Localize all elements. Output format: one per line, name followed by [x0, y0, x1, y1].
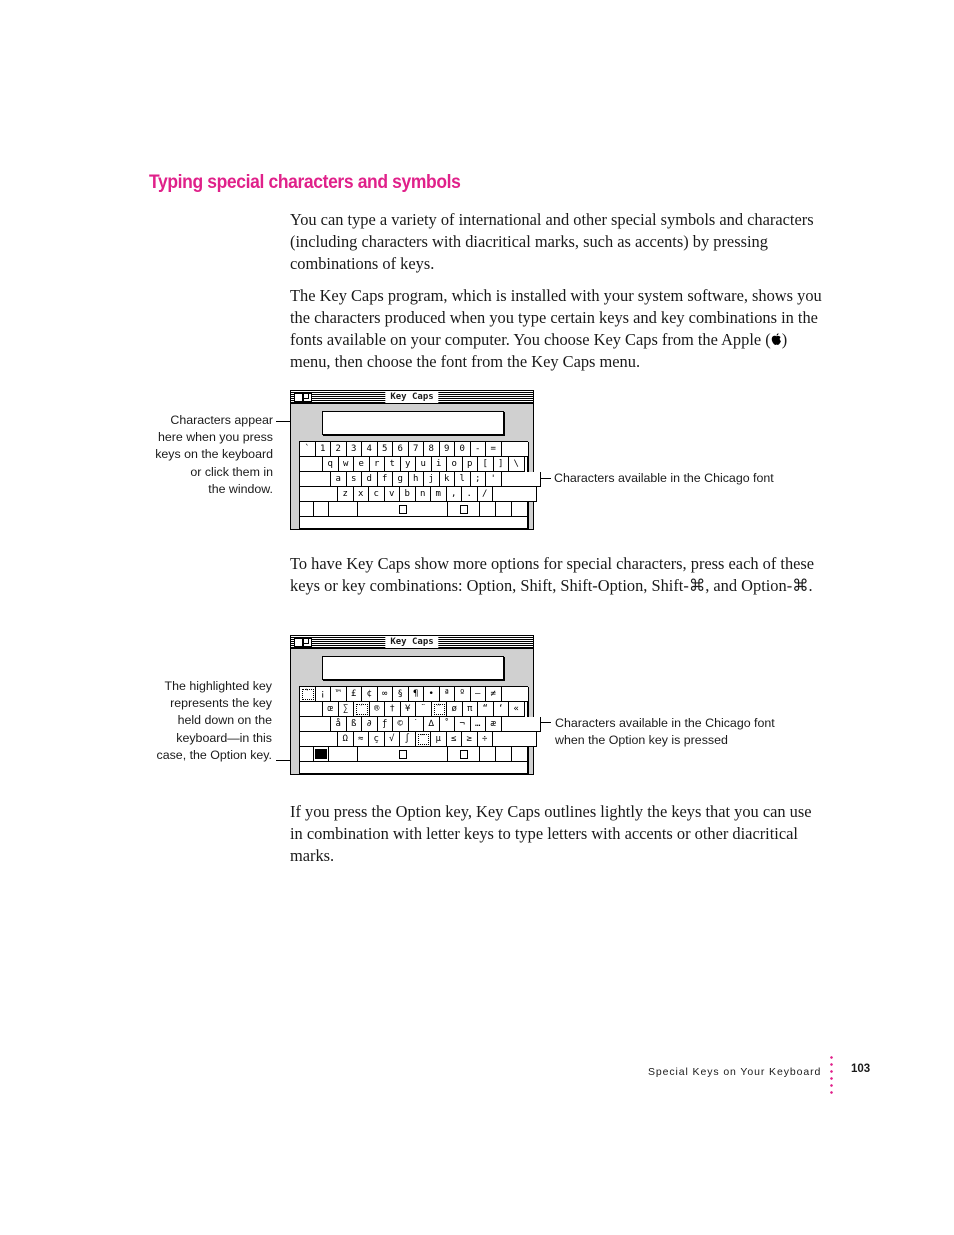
window-title: Key Caps — [385, 391, 438, 403]
callout-line: here when you press — [157, 430, 273, 445]
footer-dot-divider — [830, 1054, 833, 1094]
zoom-box-icon[interactable] — [303, 393, 312, 402]
keyboard-key[interactable]: y — [401, 457, 417, 472]
keyboard-key[interactable]: g — [393, 472, 409, 487]
keyboard-key[interactable]: / — [478, 487, 494, 502]
option-key[interactable] — [314, 747, 329, 762]
keyboard-key[interactable]: … — [471, 717, 487, 732]
keyboard-key[interactable]: ∞ — [378, 687, 394, 702]
figure2-left-callout — [130, 678, 272, 764]
keyboard-key[interactable]: ˙ — [409, 717, 425, 732]
keyboard-key[interactable]: ¶ — [409, 687, 425, 702]
keyboard-key[interactable]: x — [354, 487, 370, 502]
keyboard-key[interactable]: ÷ — [478, 732, 494, 747]
keyboard-key[interactable]: æ — [486, 717, 502, 732]
arrow-key[interactable] — [496, 502, 512, 517]
keyboard-key[interactable]: œ — [323, 702, 339, 717]
window-title-bar[interactable] — [291, 391, 533, 404]
keyboard-key[interactable]: v — [385, 487, 401, 502]
keyboard-key[interactable]: \ — [509, 457, 525, 472]
keyboard-key[interactable]: k — [440, 472, 456, 487]
keyboard-key[interactable]: . — [462, 487, 478, 502]
keyboard-layout — [299, 686, 528, 774]
keyboard-key[interactable]: ¢ — [362, 687, 378, 702]
window-body — [291, 404, 533, 529]
caps-key[interactable] — [300, 747, 314, 762]
keyboard-key[interactable]: ≠ — [486, 687, 502, 702]
keyboard-key[interactable]: f — [378, 472, 394, 487]
callout-line: The highlighted key — [164, 679, 272, 693]
keyboard-key[interactable]: i — [432, 457, 448, 472]
keyboard-key[interactable]: ∑ — [339, 702, 355, 717]
keyboard-row — [300, 442, 529, 457]
closing-paragraph: If you press the Option key, Key Caps outlines lightly the keys that you can use in combination with letter keys to type letters with accents or other diacritical marks. — [290, 802, 812, 865]
delete-key[interactable] — [502, 442, 529, 457]
keyboard-key[interactable]: ≈ — [354, 732, 370, 747]
keyboard-row — [300, 472, 541, 487]
zoom-box-icon[interactable] — [303, 638, 312, 647]
square-glyph-icon — [399, 505, 407, 514]
keyboard-key[interactable]: ß — [347, 717, 363, 732]
keyboard-key[interactable]: 3 — [347, 442, 363, 457]
running-footer: Special Keys on Your Keyboard — [648, 1066, 822, 1078]
callout-line: the window. — [208, 481, 273, 496]
keyboard-key[interactable]: ª — [440, 687, 456, 702]
keyboard-key[interactable]: 7 — [409, 442, 425, 457]
keyboard-key[interactable]: ∂ — [362, 717, 378, 732]
keyboard-key[interactable]: = — [486, 442, 502, 457]
keyboard-key[interactable]: z — [338, 487, 354, 502]
square-glyph-icon — [460, 750, 468, 759]
arrow-key[interactable] — [496, 747, 512, 762]
keyboard-row — [300, 687, 529, 702]
keyboard-key[interactable]: 4 — [362, 442, 378, 457]
close-box-icon[interactable] — [294, 393, 303, 402]
tab-key[interactable] — [300, 457, 323, 472]
callout-line: represents the key — [170, 696, 272, 711]
close-box-icon[interactable] — [294, 638, 303, 647]
arrow-key[interactable] — [480, 747, 496, 762]
keyboard-row — [300, 732, 537, 747]
keyboard-key[interactable]: µ — [431, 732, 447, 747]
arrow-key[interactable] — [480, 502, 496, 517]
keyboard-key[interactable]: † — [385, 702, 401, 717]
keyboard-key[interactable]: u — [416, 457, 432, 472]
callout-line: when the Option key is pressed — [555, 733, 728, 748]
keyboard-row — [300, 717, 541, 732]
callout-line: keyboard—in this — [176, 730, 272, 745]
keyboard-key[interactable]: ´ — [354, 702, 370, 717]
keyboard-key[interactable]: w — [339, 457, 355, 472]
keyboard-row — [300, 487, 537, 502]
keyboard-key[interactable]: n — [416, 487, 432, 502]
intro-paragraph: You can type a variety of international and other special symbols and characters (including characters with diacritical marks, such as accents) by pressing combinations of keys. — [290, 210, 814, 273]
return-key[interactable] — [502, 472, 541, 487]
keyboard-key[interactable]: e — [354, 457, 370, 472]
keyboard-key[interactable]: m — [431, 487, 447, 502]
keyboard-key[interactable]: ` — [300, 687, 316, 702]
keyboard-key[interactable]: © — [393, 717, 409, 732]
enter-key[interactable] — [448, 747, 480, 762]
keyboard-row — [300, 502, 528, 517]
keyboard-key[interactable]: ˆ — [432, 702, 448, 717]
keyboard-key[interactable]: b — [400, 487, 416, 502]
callout-line: held down on the — [177, 713, 272, 728]
keyboard-key[interactable]: ∆ — [424, 717, 440, 732]
keyboard-key[interactable]: “ — [478, 702, 494, 717]
keyboard-key[interactable]: ‘ — [494, 702, 510, 717]
keyboard-key[interactable]: ∫ — [400, 732, 416, 747]
keyboard-key[interactable]: ¬ — [455, 717, 471, 732]
window-body — [291, 649, 533, 774]
keyboard-key[interactable]: - — [471, 442, 487, 457]
keyboard-key[interactable]: h — [409, 472, 425, 487]
keyboard-key[interactable]: π — [463, 702, 479, 717]
character-display-field[interactable] — [322, 656, 504, 680]
keyboard-key[interactable]: ™ — [331, 687, 347, 702]
callout-line: or click them in — [190, 464, 273, 479]
caps-lock-key[interactable] — [300, 472, 331, 487]
section-heading: Typing special characters and symbols — [149, 172, 461, 193]
keyboard-key[interactable]: 5 — [378, 442, 394, 457]
option-key[interactable] — [314, 502, 329, 517]
callout-line: keys on the keyboard — [155, 447, 273, 462]
keyboard-key[interactable]: 0 — [455, 442, 471, 457]
tab-key[interactable] — [300, 702, 323, 717]
keyboard-key[interactable]: ¨ — [416, 702, 432, 717]
keyboard-key[interactable]: • — [424, 687, 440, 702]
page-number: 103 — [851, 1063, 871, 1075]
square-glyph-icon — [399, 750, 407, 759]
keyboard-key[interactable]: º — [455, 687, 471, 702]
keyboard-key[interactable]: « — [509, 702, 525, 717]
keyboard-key[interactable]: ˚ — [440, 717, 456, 732]
space-bar[interactable] — [358, 502, 448, 517]
return-key[interactable] — [502, 717, 541, 732]
keyboard-key[interactable]: r — [370, 457, 386, 472]
keyboard-key[interactable]: Ω — [338, 732, 354, 747]
callout-line: Characters available in the Chicago font — [555, 716, 775, 730]
keyboard-key[interactable]: [ — [478, 457, 494, 472]
keyboard-row — [300, 747, 528, 762]
keyboard-key[interactable]: d — [362, 472, 378, 487]
keyboard-key[interactable]: , — [447, 487, 463, 502]
keyboard-key[interactable]: 1 — [316, 442, 332, 457]
keyboard-key[interactable]: ≤ — [447, 732, 463, 747]
keyboard-key[interactable]: – — [471, 687, 487, 702]
keyboard-key[interactable]: £ — [347, 687, 363, 702]
shift-key[interactable] — [493, 732, 537, 747]
keyboard-key[interactable]: ø — [447, 702, 463, 717]
key-caps-paragraph-start: The Key Caps program, which is installed with your system software, shows you the characters produced when you type certain keys and key combinations in the fonts available on your computer. You choose Key Caps from the Apple ( — [290, 286, 822, 349]
figure2-right-callout — [555, 715, 815, 749]
square-glyph-icon — [460, 505, 468, 514]
keyboard-key[interactable]: l — [455, 472, 471, 487]
keyboard-key[interactable]: a — [331, 472, 347, 487]
figure1-left-callout — [140, 412, 273, 498]
keyboard-key[interactable]: 8 — [424, 442, 440, 457]
keyboard-key[interactable]: ¡ — [316, 687, 332, 702]
keyboard-key[interactable]: å — [331, 717, 347, 732]
keyboard-key[interactable]: q — [323, 457, 339, 472]
keyboard-key[interactable]: ƒ — [378, 717, 394, 732]
window-title: Key Caps — [385, 636, 438, 648]
space-bar[interactable] — [358, 747, 448, 762]
key-caps-window[interactable] — [290, 390, 534, 530]
callout-line: Characters available in the Chicago font — [554, 471, 774, 485]
apple-menu-icon — [771, 333, 782, 346]
keyboard-key[interactable]: c — [369, 487, 385, 502]
character-display-field[interactable] — [322, 411, 504, 435]
enter-key[interactable] — [448, 502, 480, 517]
delete-key[interactable] — [502, 687, 529, 702]
window-title-bar[interactable] — [291, 636, 533, 649]
keyboard-key[interactable]: p — [463, 457, 479, 472]
options-paragraph: To have Key Caps show more options for special characters, press each of these keys or key combinations: Option, Shift, Shift-Option, Shift-⌘, and Option-⌘. — [290, 554, 815, 595]
keyboard-key[interactable]: ; — [471, 472, 487, 487]
callout-line: Characters appear — [170, 413, 273, 427]
arrow-key[interactable] — [512, 747, 528, 762]
shift-key[interactable] — [493, 487, 537, 502]
keyboard-key[interactable]: ® — [370, 702, 386, 717]
command-key[interactable] — [329, 747, 358, 762]
keyboard-key[interactable]: j — [424, 472, 440, 487]
keyboard-key[interactable]: √ — [385, 732, 401, 747]
key-caps-paragraph-end: ) menu, then choose the font from the Key Caps menu. — [290, 330, 788, 371]
shift-key[interactable] — [300, 732, 338, 747]
keyboard-layout — [299, 441, 528, 529]
keyboard-key[interactable]: o — [447, 457, 463, 472]
key-caps-window-option[interactable] — [290, 635, 534, 775]
keyboard-key[interactable]: ç — [369, 732, 385, 747]
keyboard-key[interactable]: ` — [300, 442, 316, 457]
keyboard-key[interactable]: 2 — [331, 442, 347, 457]
key-caps-paragraph — [290, 285, 825, 373]
callout-line: case, the Option key. — [156, 747, 272, 762]
arrow-key[interactable] — [512, 502, 528, 517]
keyboard-key[interactable]: t — [385, 457, 401, 472]
keyboard-key[interactable]: 9 — [440, 442, 456, 457]
keyboard-key[interactable]: ] — [494, 457, 510, 472]
keyboard-key[interactable]: ¥ — [401, 702, 417, 717]
shift-key[interactable] — [300, 487, 338, 502]
keyboard-key[interactable]: ≥ — [462, 732, 478, 747]
keyboard-key[interactable]: s — [347, 472, 363, 487]
caps-lock-key[interactable] — [300, 717, 331, 732]
figure1-right-callout — [554, 470, 814, 487]
keyboard-key[interactable]: ˜ — [416, 732, 432, 747]
command-key[interactable] — [329, 502, 358, 517]
keyboard-key[interactable]: § — [393, 687, 409, 702]
caps-key[interactable] — [300, 502, 314, 517]
keyboard-row — [300, 702, 525, 717]
keyboard-key[interactable]: 6 — [393, 442, 409, 457]
keyboard-key[interactable]: ' — [486, 472, 502, 487]
keyboard-row — [300, 457, 525, 472]
